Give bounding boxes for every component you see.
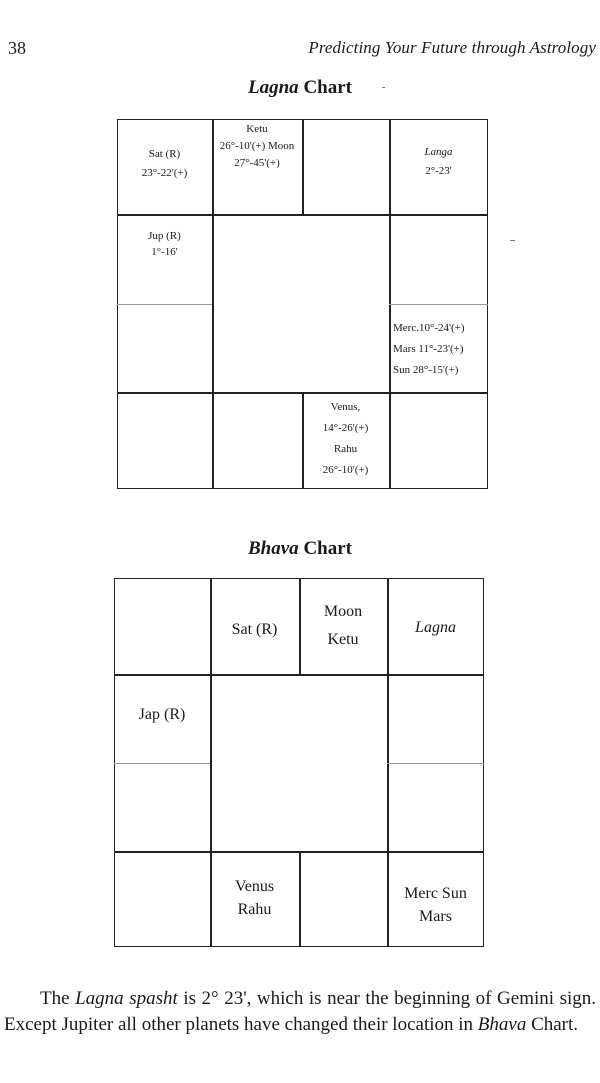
lagna-r1c2-line2: 26°-10'(+) Moon: [219, 140, 295, 152]
bhava-hline-2-left: [114, 763, 210, 764]
lagna-cell-r4c3: [302, 397, 389, 481]
lagna-hline-3: [117, 392, 488, 394]
bhava-hline-2-right: [387, 763, 484, 764]
stray-mark: [510, 240, 515, 241]
lagna-cell-r1c1: [117, 145, 212, 183]
lagna-r1c4-line2: 2°-23': [425, 165, 452, 177]
lagna-r2c1-line2: 1°-16': [151, 246, 178, 258]
bhava-r1c3-line2: Ketu: [327, 631, 359, 648]
lagna-r1c1-line1: Sat (R): [148, 148, 181, 160]
bhava-cell-r4c2: [210, 875, 299, 921]
bhava-chart: [114, 578, 484, 947]
lagna-r1c1-line2: 23°-22'(+): [141, 167, 188, 179]
bhava-vline-2-bottom: [299, 851, 301, 947]
lagna-cell-r1c4: [389, 143, 488, 181]
lagna-cell-r3c4: [393, 318, 489, 381]
caption-paragraph: [4, 986, 596, 1038]
bhava-cell-r1c3: [299, 598, 387, 654]
bhava-cell-r4c4: [387, 882, 484, 928]
lagna-r4c3-line1: Venus,: [330, 401, 361, 413]
stray-mark: [382, 87, 385, 88]
lagna-r1c2-line1: Ketu: [246, 123, 268, 135]
lagna-vline-1: [212, 119, 214, 489]
lagna-chart: [117, 119, 488, 489]
caption-text-2: Lagna spasht: [75, 988, 178, 1009]
bhava-r4c2-line1: Venus: [234, 878, 275, 895]
lagna-cell-r1c2: [212, 121, 302, 172]
lagna-r3c4-line1: Merc.10°-24'(+): [393, 322, 465, 334]
bhava-r1c4-line1: Lagna: [415, 619, 456, 636]
caption-text-5: Chart.: [526, 1014, 579, 1035]
caption-text-4: Bhava: [477, 1014, 527, 1035]
bhava-hline-3: [114, 851, 484, 853]
bhava-r1c2-line1: Sat (R): [231, 621, 278, 638]
lagna-hline-1: [117, 214, 488, 216]
bhava-title-italic: Bhava: [248, 538, 299, 559]
lagna-r2c1-line1: Jup (R): [148, 230, 181, 242]
bhava-cell-r1c4: [387, 614, 484, 642]
bhava-title-rest: Chart: [298, 538, 352, 559]
running-title: Predicting Your Future through Astrology: [308, 38, 596, 57]
bhava-cell-r2c1: [114, 701, 210, 729]
lagna-r3c4-line3: Sun 28°-15'(+): [393, 364, 459, 376]
bhava-r4c4-line2: Mars: [419, 908, 452, 925]
lagna-vline-2-top: [302, 119, 304, 215]
bhava-r2c1-line1: Jap (R): [138, 706, 186, 723]
lagna-chart-title: [0, 77, 600, 99]
lagna-r4c3-line4: 26°-10'(+): [322, 464, 369, 476]
lagna-r4c3-line3: Rahu: [333, 443, 358, 455]
lagna-cell-r2c1: [117, 228, 212, 260]
lagna-r4c3-line2: 14°-26'(+): [322, 422, 369, 434]
bhava-hline-1: [114, 674, 484, 676]
bhava-r4c2-line2: Rahu: [237, 901, 272, 918]
lagna-title-italic: Lagna: [248, 77, 299, 98]
lagna-r1c2-line3: 27°-45'(+): [234, 157, 280, 169]
caption-text-3: is 2° 23', which is near the beginning of Gemini sign. Except Jupiter all other planets have changed their location in: [4, 988, 596, 1035]
bhava-cell-r1c2: [210, 616, 299, 644]
lagna-hline-2-right: [389, 304, 488, 305]
bhava-r1c3-line1: Moon: [323, 603, 363, 620]
lagna-r1c4-line1: Langa: [424, 146, 453, 158]
lagna-title-rest: Chart: [298, 77, 352, 98]
page-number: 38: [8, 38, 26, 58]
lagna-hline-2-left: [117, 304, 212, 305]
bhava-r4c4-line1: Merc Sun: [404, 885, 467, 902]
bhava-chart-title: [0, 538, 600, 560]
lagna-r3c4-line2: Mars 11°-23'(+): [393, 343, 464, 355]
caption-text-1: The: [40, 988, 76, 1009]
